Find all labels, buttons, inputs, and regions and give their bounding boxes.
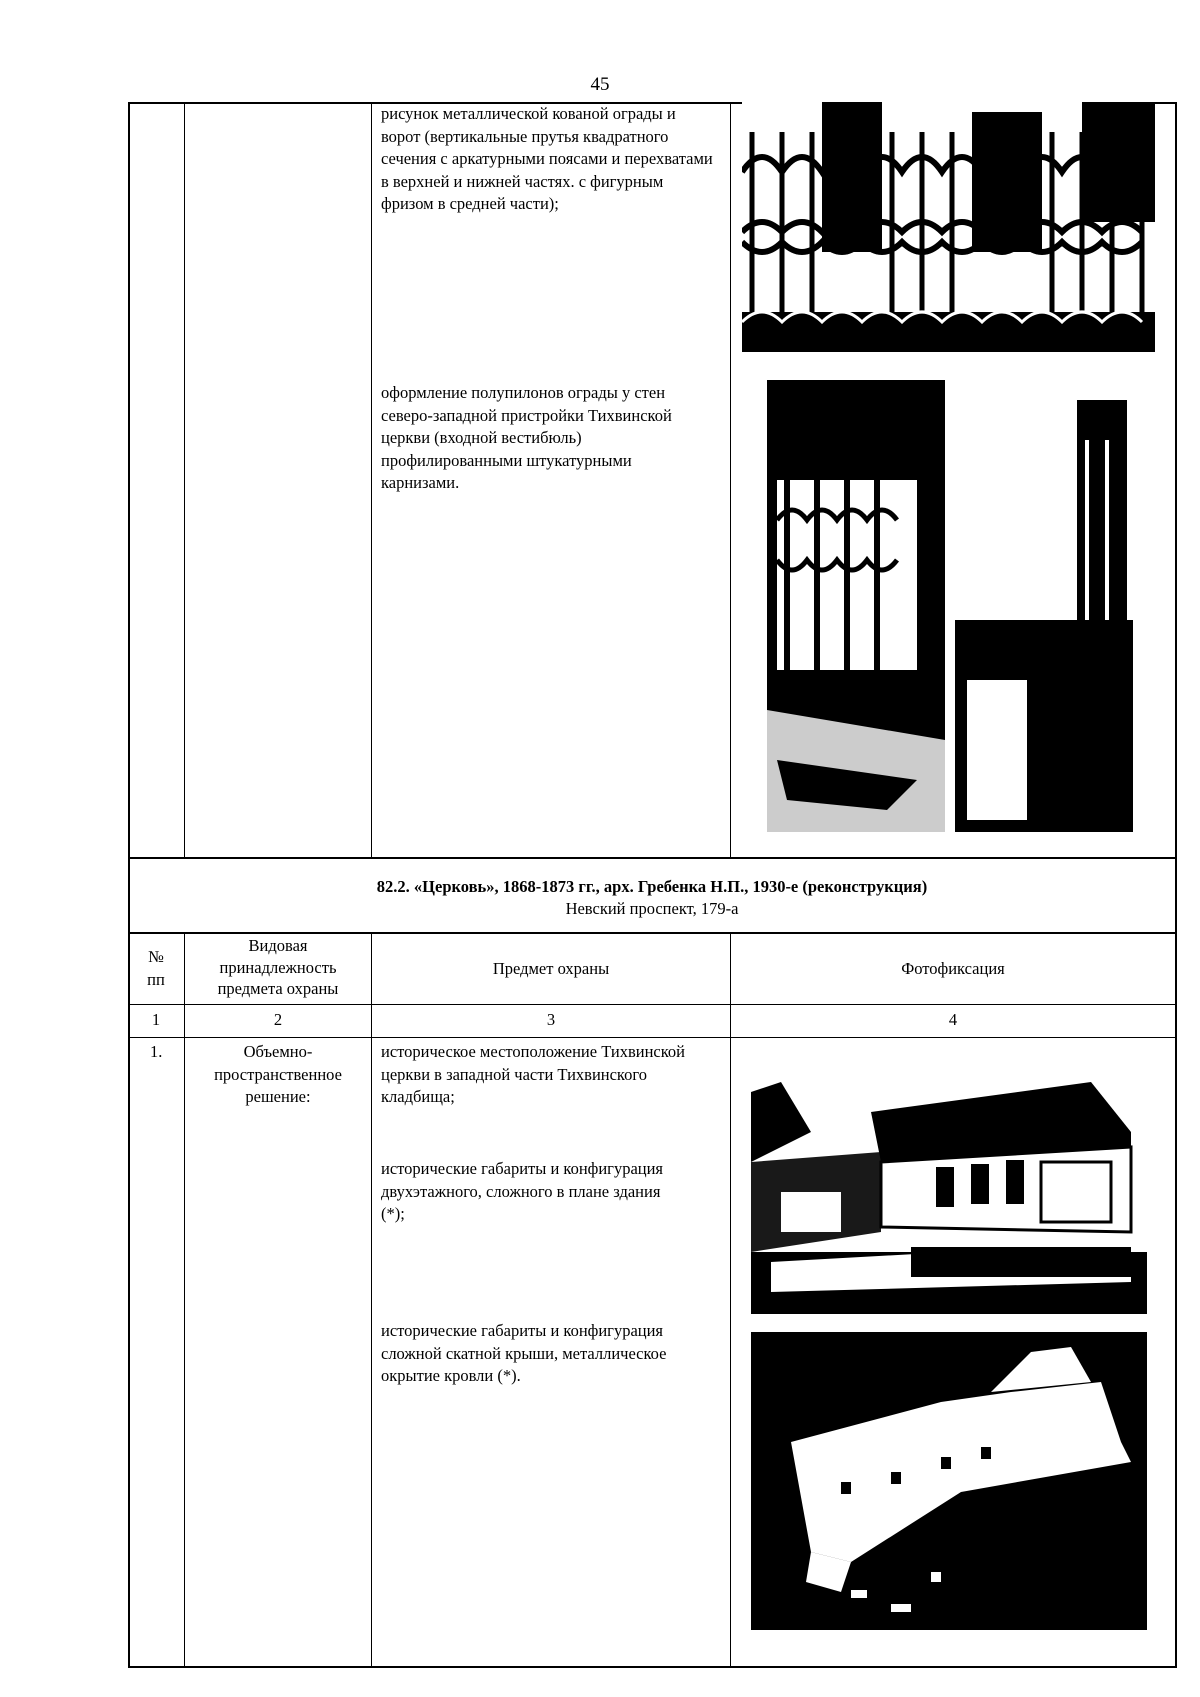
row-divider	[128, 1004, 1177, 1005]
row-type: Объемно-пространственное решение:	[214, 1042, 342, 1106]
protection-item-text: рисунок металлической кованой ограды и ворот (вертикальные прутья квадратного сечения с аркатурными поясами и перехватами в верхней и нижней частях. с фигурным фризом в средней части);	[381, 104, 713, 213]
protection-item-text: историческое местоположение Тихвинской церкви в западной части Тихвинского кладбища;	[381, 1042, 685, 1106]
header-photo: Фотофиксация	[901, 959, 1005, 978]
col-divider	[730, 932, 731, 1668]
header-subject: Предмет охраны	[492, 959, 610, 978]
row-divider	[128, 1037, 1177, 1038]
col-divider	[371, 102, 372, 858]
protection-item-text: исторические габариты и конфигурация сложной скатной крыши, металлическое окрытие кровли (*).	[381, 1321, 667, 1385]
row-number: 1.	[150, 1042, 163, 1061]
section-heading: 82.2. «Церковь», 1868-1873 гг., арх. Гребенка Н.П., 1930-е (реконструкция)	[376, 877, 928, 896]
column-number: 4	[948, 1010, 958, 1029]
church-facade-photo	[751, 1052, 1147, 1314]
fence-pylons-photo	[767, 380, 1133, 832]
col-divider	[371, 932, 372, 1668]
section-address: Невский проспект, 179-а	[565, 899, 739, 918]
col-divider	[184, 102, 185, 858]
protection-item-text: исторические габариты и конфигурация двухэтажного, сложного в плане здания (*);	[381, 1159, 664, 1223]
page-number: 45	[590, 74, 610, 95]
protection-item-text: оформление полупилонов ограды у стен северо-западной пристройки Тихвинской церкви (входной вестибюль) профилированными штукатурными карнизами.	[381, 383, 672, 492]
header-type: Видовая принадлежность предмета охраны	[217, 936, 339, 998]
wrought-iron-fence-photo	[742, 102, 1155, 352]
header-number: № пп	[147, 947, 165, 989]
column-number: 1	[151, 1010, 161, 1029]
section-title	[128, 876, 1176, 920]
column-number: 2	[273, 1010, 283, 1029]
church-roof-aerial-photo	[751, 1332, 1147, 1630]
col-divider	[184, 932, 185, 1668]
col-divider	[730, 102, 731, 858]
row-divider	[128, 857, 1177, 859]
column-number: 3	[546, 1010, 556, 1029]
row-divider	[128, 932, 1177, 934]
table-border-bottom	[128, 1666, 1177, 1668]
